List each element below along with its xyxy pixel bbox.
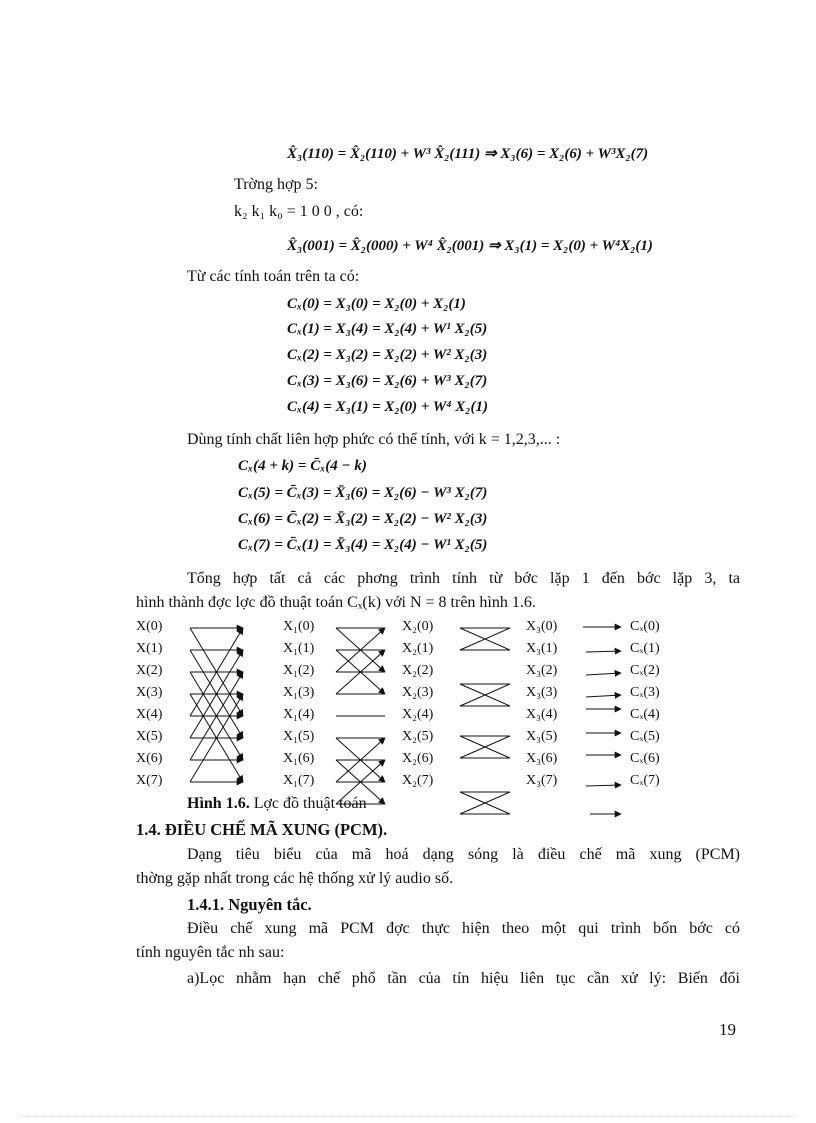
flow-label-x: X(3): [136, 685, 163, 700]
flow-label-x2: X₂(4): [402, 707, 434, 722]
cx-equation: Cₓ(0) = X₃(0) = X₂(0) + X₂(1): [287, 296, 466, 312]
summary-intro: Từ các tính toán trên ta có:: [187, 268, 360, 285]
flow-label-x1: X₁(6): [283, 751, 315, 766]
flow-label-x1: X₁(7): [283, 773, 315, 788]
flow-label-x1: X₁(2): [283, 663, 315, 678]
summary-paragraph-line1: Tổng hợp tất cả các phơng trình tính từ bớc lặp 1 đến bớc lặp 3, ta: [187, 570, 740, 587]
flow-label-x1: X₁(4): [283, 707, 315, 722]
flow-label-cx: Cₓ(1): [630, 641, 660, 656]
flow-label-x3: X₃(5): [526, 729, 558, 744]
flow-label-cx: Cₓ(5): [630, 729, 660, 744]
conj-intro: Dùng tính chất liên hợp phức có thể tính, với k = 1,2,3,... :: [187, 431, 561, 448]
flow-label-x: X(6): [136, 751, 163, 766]
cx-equation: Cₓ(3) = X₃(6) = X₂(6) + W³ X₂(7): [287, 373, 488, 389]
flow-label-x3: X₃(7): [526, 773, 558, 788]
figure-caption-number: Hình 1.6.: [187, 795, 250, 812]
conj-equation: Cₓ(4 + k) = C̄ₓ(4 − k): [238, 458, 367, 474]
flow-label-x2: X₂(7): [402, 773, 434, 788]
paragraph-line: tính nguyên tắc nh sau:: [136, 944, 285, 961]
cx-equation: Cₓ(4) = X₃(1) = X₂(0) + W⁴ X₂(1): [287, 399, 488, 415]
cx-equation: Cₓ(2) = X₃(2) = X₂(2) + W² X₂(3): [287, 347, 488, 363]
flow-label-cx: Cₓ(2): [630, 663, 660, 678]
flow-edge: [586, 785, 621, 786]
flow-label-x1: X₁(5): [283, 729, 315, 744]
paragraph-line: thờng gặp nhất trong các hệ thống xử lý audio số.: [136, 870, 454, 887]
page-number: 19: [719, 1020, 736, 1039]
conj-equation: Cₓ(7) = C̄ₓ(1) = X̄₃(4) = X₂(4) − W¹ X₂(5): [238, 537, 488, 553]
flow-label-x3: X₃(3): [526, 685, 558, 700]
conj-equation: Cₓ(6) = C̄ₓ(2) = X̄₃(2) = X₂(2) − W² X₂(3): [238, 511, 488, 527]
page-bottom-rule: [20, 1116, 796, 1117]
paragraph-line: Điều chế xung mã PCM đợc thực hiện theo một qui trình bốn bớc có: [187, 920, 740, 937]
flow-label-x2: X₂(1): [402, 641, 434, 656]
case5-heading: Trờng hợp 5:: [234, 176, 318, 193]
flow-label-x: X(0): [136, 619, 163, 634]
figure-caption-title: Lợc đồ thuật toán: [249, 795, 367, 812]
flow-label-cx: Cₓ(3): [630, 685, 660, 700]
flow-label-x: X(7): [136, 773, 163, 788]
flow-label-cx: Cₓ(0): [630, 619, 660, 634]
flow-label-x3: X₃(0): [526, 619, 558, 634]
cx-equation: Cₓ(1) = X₃(4) = X₂(4) + W¹ X₂(5): [287, 321, 488, 337]
subsection-heading: 1.4.1. Nguyên tắc.: [187, 895, 312, 914]
flow-label-cx: Cₓ(7): [630, 773, 660, 788]
paragraph-line: a)Lọc nhằm hạn chế phổ tần của tín hiệu liên tục cần xử lý: Biến đổi: [187, 970, 740, 987]
flow-label-x3: X₃(1): [526, 641, 558, 656]
flow-label-x1: X₁(3): [283, 685, 315, 700]
flow-label-x2: X₂(0): [402, 619, 434, 634]
flow-label-x2: X₂(2): [402, 663, 434, 678]
flow-edge: [586, 673, 621, 675]
paragraph-line: Dạng tiêu biểu của mã hoá dạng sóng là điều chế mã xung (PCM): [187, 846, 740, 863]
flow-label-x: X(2): [136, 663, 163, 678]
flow-label-x: X(5): [136, 729, 163, 744]
flow-label-x2: X₂(5): [402, 729, 434, 744]
flow-label-x3: X₃(6): [526, 751, 558, 766]
flow-label-cx: Cₓ(4): [630, 707, 660, 722]
flow-label-cx: Cₓ(6): [630, 751, 660, 766]
flow-label-x1: X₁(1): [283, 641, 315, 656]
summary-paragraph-line2: hình thành đợc lợc đồ thuật toán Cₓ(k) với N = 8 trên hình 1.6.: [136, 594, 536, 611]
flow-label-x2: X₂(6): [402, 751, 434, 766]
figure-caption: [187, 795, 367, 813]
case5-bits: k₂ k₁ k₀ = 1 0 0 , có:: [234, 203, 364, 220]
equation-case5: X̂₃(001) = X̂₂(000) + W⁴ X̂₂(001) ⇒ X₃(1) = X₂(0) + W⁴X₂(1): [287, 238, 653, 254]
flow-edge: [586, 651, 621, 652]
flow-edge: [586, 695, 621, 697]
flow-label-x1: X₁(0): [283, 619, 315, 634]
flow-label-x: X(1): [136, 641, 163, 656]
flow-label-x: X(4): [136, 707, 163, 722]
conj-equation: Cₓ(5) = C̄ₓ(3) = X̄₃(6) = X₂(6) − W³ X₂(7): [238, 485, 488, 501]
section-heading: 1.4. ĐIỀU CHẾ MÃ XUNG (PCM).: [136, 820, 388, 839]
flow-label-x3: X₃(4): [526, 707, 558, 722]
flow-label-x3: X₃(2): [526, 663, 558, 678]
equation-case4: X̂₃(110) = X̂₂(110) + W³ X̂₂(111) ⇒ X₃(6) = X₂(6) + W³X₂(7): [287, 146, 649, 162]
flow-label-x2: X₂(3): [402, 685, 434, 700]
